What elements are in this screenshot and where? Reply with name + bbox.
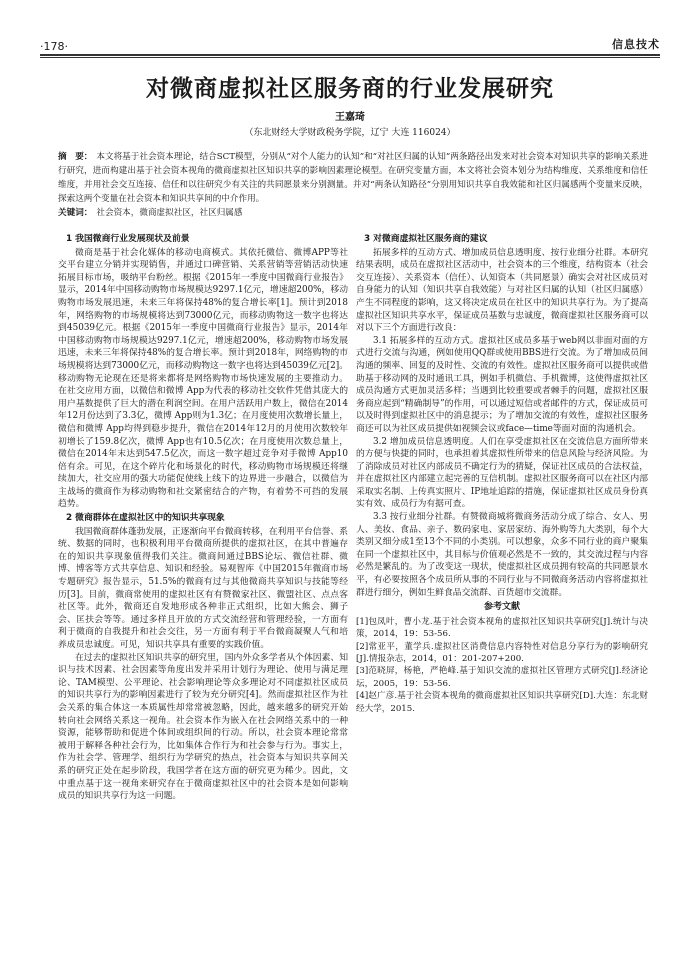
abstract-label: 摘 要：: [58, 152, 93, 162]
abstract-block: [58, 150, 648, 220]
reference-item: [3]范晓屏，杨艳，严艳峰.基于知识交流的虚拟社区管理方式研究[J].经济论坛，2005，19：53-56.: [356, 666, 648, 689]
page-number: ·178·: [40, 40, 68, 53]
abstract: [58, 150, 648, 206]
keywords-text: 社会资本，微商虚拟社区，社区归属感: [96, 208, 243, 218]
abstract-text: 本文将基于社会资本理论，结合SCT模型，分别从“对个人能力的认知”和“对社区归属的认知”两条路径出发来对社会资本对知识共享的影响关系进行研究，进而构建出基于社会资本视角的微商虚拟社区知识共享的影响因素理论模型。在研究变量方面，本文将社会资本划分为结构维度、关系维度和信任维度，并用社会交互连接、信任和以往研究少有关注的共同愿景来分别测量。并对“两条认知路径”分别用知识共享自我效能和社区归属感两个变量来反映，探索这两个变量在社会资本和知识共享间的中介作用。: [58, 152, 648, 204]
section-3-1-paragraph: 3.1 拓展多样的互动方式。虚拟社区成员多基于web网以非面对面的方式进行交流与沟通，例如使用QQ群或使用BBS进行交流。为了增加成员间沟通的频率、回复的及时性、交流的有效性。虚拟社区服务商可以提供或借助基于移动网的及时通讯工具，例如手机微信、手机微博，这使得虚拟社区成员沟通方式更加灵活多样；当遇到比较重要或者棘手的问题，虚拟社区服务商应起到“精确制导”的作用，可以通过短信或者邮件的方式，保证成员可以及时得到虚拟社区中的消息提示；为了增加交流的有效性，虚拟社区服务商还可以为社区成员提供如视频会议或face—time等面对面的沟通机会。: [356, 335, 648, 434]
reference-item: [4]赵广彦.基于社会资本视角的微商虚拟社区知识共享研究[D].大连：东北财经大学，2015.: [356, 691, 648, 714]
section-1-paragraph: 微商是基于社会化媒体的移动电商模式。其依托微信、微博APP等社交平台建立分销并实现销售，并通过口碑营销、关系营销等营销活动快速拓展目标市场，吸纳平台粉丝。根据《2015年一季度中国微商行业报告》显示，2014年中国移动购物市场规模达9297.1亿元，增速超200%，移动购物市场发展迅速，未来三年将保持48%的复合增长率[1]。预计到2018年，网络购物的市场规模将达到73000亿元，而移动购物这一数字也将达到45039亿元。根据《2015年一季度中国微商行业报告》显示，2014年中国移动购物市场规模达9297.1亿元，增速超200%，移动购物市场发展迅速，未来三年将保持48%的复合增长率。预计到2018年，网络购物的市场规模将达到73000亿元，而移动购物这一数字也将达到45039亿元[2]。移动购物无论现在还是将来都将是网络购物市场快速发展的主要推动力。在社交应用方面，以微信和微博 App为代表的移动社交软件凭借其庞大的用户基数提供了巨大的潜在利润空间。在用户活跃用户数上，微信在2014年12月份达到了3.3亿，微博 App则为1.3亿；在月度使用次数增长量上，微信和微博 App均得到稳步提升，微信在2014年12月的月使用次数较年初增长了159.8亿次，微博 App也有10.5亿次；在月度使用次数总量上，微信在2014年末达到547.5亿次，而这一数字超过竞争对手微博 App10倍有余。可见，在这个碎片化和场景化的时代，移动购物市场规模还将继续加大，社交应用的强大功能促使线上线下的边界进一步融合，以微信为主战场的微商作为移动购物和社交紧密结合的产物，有着势不可挡的发展趋势。: [58, 247, 348, 510]
section-2-paragraph-2: 在过去的虚拟社区知识共享的研究里，国内外众多学者从个体因素、知识与技术因素、社会因素等角度出发并采用计划行为理论、使用与满足理论、TAM模型、公平理论、社会影响理论等众多理论对不同虚拟社区成员的知识共享行为的影响因素进行了较为充分研究[4]。然而虚拟社区作为社会关系的集合体这一本质属性却常常被忽略，因此，越来越多的研究开始转向社会网络关系这一视角。社会资本作为嵌入在社会网络关系中的一种资源，能够帮助和促进个体间或组织间的行动。所以，社会资本理论常常被用于解释各种社会行为，比如集体合作行为和社会参与行为。事实上，作为社会学、管理学、组织行为学研究的热点，社会资本与知识共享间关系的研究正处在起步阶段，我国学者在这方面的研究更为稀少。因此，文中重点基于这一视角来研究存在于微商虚拟社区中的社会资本是如何影响成员的知识共享行为这一问题。: [58, 652, 348, 802]
reference-item: [1]包凤叶，曹小龙.基于社会资本视角的虚拟社区知识共享研究[J].统计与决策，2014，19：53-56.: [356, 616, 648, 640]
reference-item: [2]常亚平，董学兵.虚拟社区消费信息内容特性对信息分享行为的影响研究[J].情报杂志，2014，01：201-207+200.: [356, 641, 648, 665]
section-heading-3: 3 对微商虚拟社区服务商的建议: [364, 234, 488, 244]
section-2-paragraph-1: 我国微商群体蓬勃发展，正逐渐向平台微商转移，在利用平台信誉、系统、数据的同时，也积极利用平台微商所提供的虚拟社区，在其中普遍存在的知识共享现象值得我们关注。微商间通过BBS论坛、微信社群、微博、博客等方式共享信息、知识和经验。易观智库《中国2015年微商市场专题研究》报告显示，51.5%的微商有过与其他微商共享知识与技能等经历[3]。目前，微商常使用的虚拟社区有有赞微家社区、微盟社区、点点客社区等。此外，微商还自发地形成各种非正式组织，比如大熊会、狮子会、匡扶会等等。通过多样且开放的方式交流经营和管理经验，一方面有利于微商的自我提升和社会交往，另一方面有利于平台微商凝聚人气和培养成员忠诚度。可见，知识共享具有重要的实践价值。: [58, 526, 348, 650]
right-column: [356, 232, 648, 715]
keywords: [58, 206, 648, 220]
affiliation: （东北财经大学财政税务学院，辽宁 大连 116024）: [244, 128, 456, 138]
section-heading-1: 1 我国微商行业发展现状及前景: [66, 234, 190, 244]
section-3-paragraph: 拓展多样的互动方式、增加成员信息透明度、按行业细分社群。本研究结果表明，成员在虚拟社区活动中，社会资本的三个维度，结构资本（社会交互连接）、关系资本（信任）、认知资本（共同愿景）确实会对社区成员对自身能力的认知（知识共享自我效能）与对社区归属的认知（社区归属感）产生不同程度的影响，这又将决定成员在社区中的知识共享行为。为了提高虚拟社区知识共享水平，保证成员基数与忠诚度，微商虚拟社区服务商可以对以下三个方面进行改良：: [356, 247, 648, 334]
article-title: 对微商虚拟社区服务商的行业发展研究: [146, 76, 554, 102]
references-heading: 参考文献: [483, 602, 520, 613]
page-header: [40, 30, 660, 52]
left-column: [58, 232, 348, 803]
keywords-label: 关键词：: [58, 208, 93, 218]
section-tag: 信息技术: [612, 38, 660, 51]
section-3-3-paragraph: 3.3 按行业细分社群。有赞微商城将微商务活动分成了综合、女人、男人、美妆、食品、亲子、数码家电、家居家纺、海外购等九大类别，每个大类别又细分成1至13个不同的小类别。可以想象，众多不同行业的商户聚集在同一个虚拟社区中，其目标与价值观必然是不一致的，其交流过程与内容必然是繁乱的。为了改变这一现状，使虚拟社区成员拥有较高的共同愿景水平，有必要按照各个成员所从事的不同行业与不同微商务活动内容将虚拟社群进行细分，例如生鲜食品交流群、百货超市交流群。: [356, 512, 648, 598]
author: 王嘉琦: [335, 112, 365, 123]
header-rule-thin: [40, 57, 660, 58]
header-rule: [40, 54, 660, 56]
section-heading-2: 2 微商群体在虚拟社区中的知识共享现象: [66, 513, 225, 524]
section-3-2-paragraph: 3.2 增加成员信息透明度。人们在享受虚拟社区在交流信息方面所带来的方便与快捷的同时，也承担着其虚拟性所带来的信息风险与经济风险。为了消除成员对社区内部成员不确定行为的猜疑，保证社区成员的合法权益，并在虚拟社区内部建立起完善的互信机制。虚拟社区服务商可以在社区内部采取实名制、上传真实照片、IP地址追踪的措施，保证虚拟社区成员身份真实有效、成员行为有据可查。: [356, 436, 648, 510]
